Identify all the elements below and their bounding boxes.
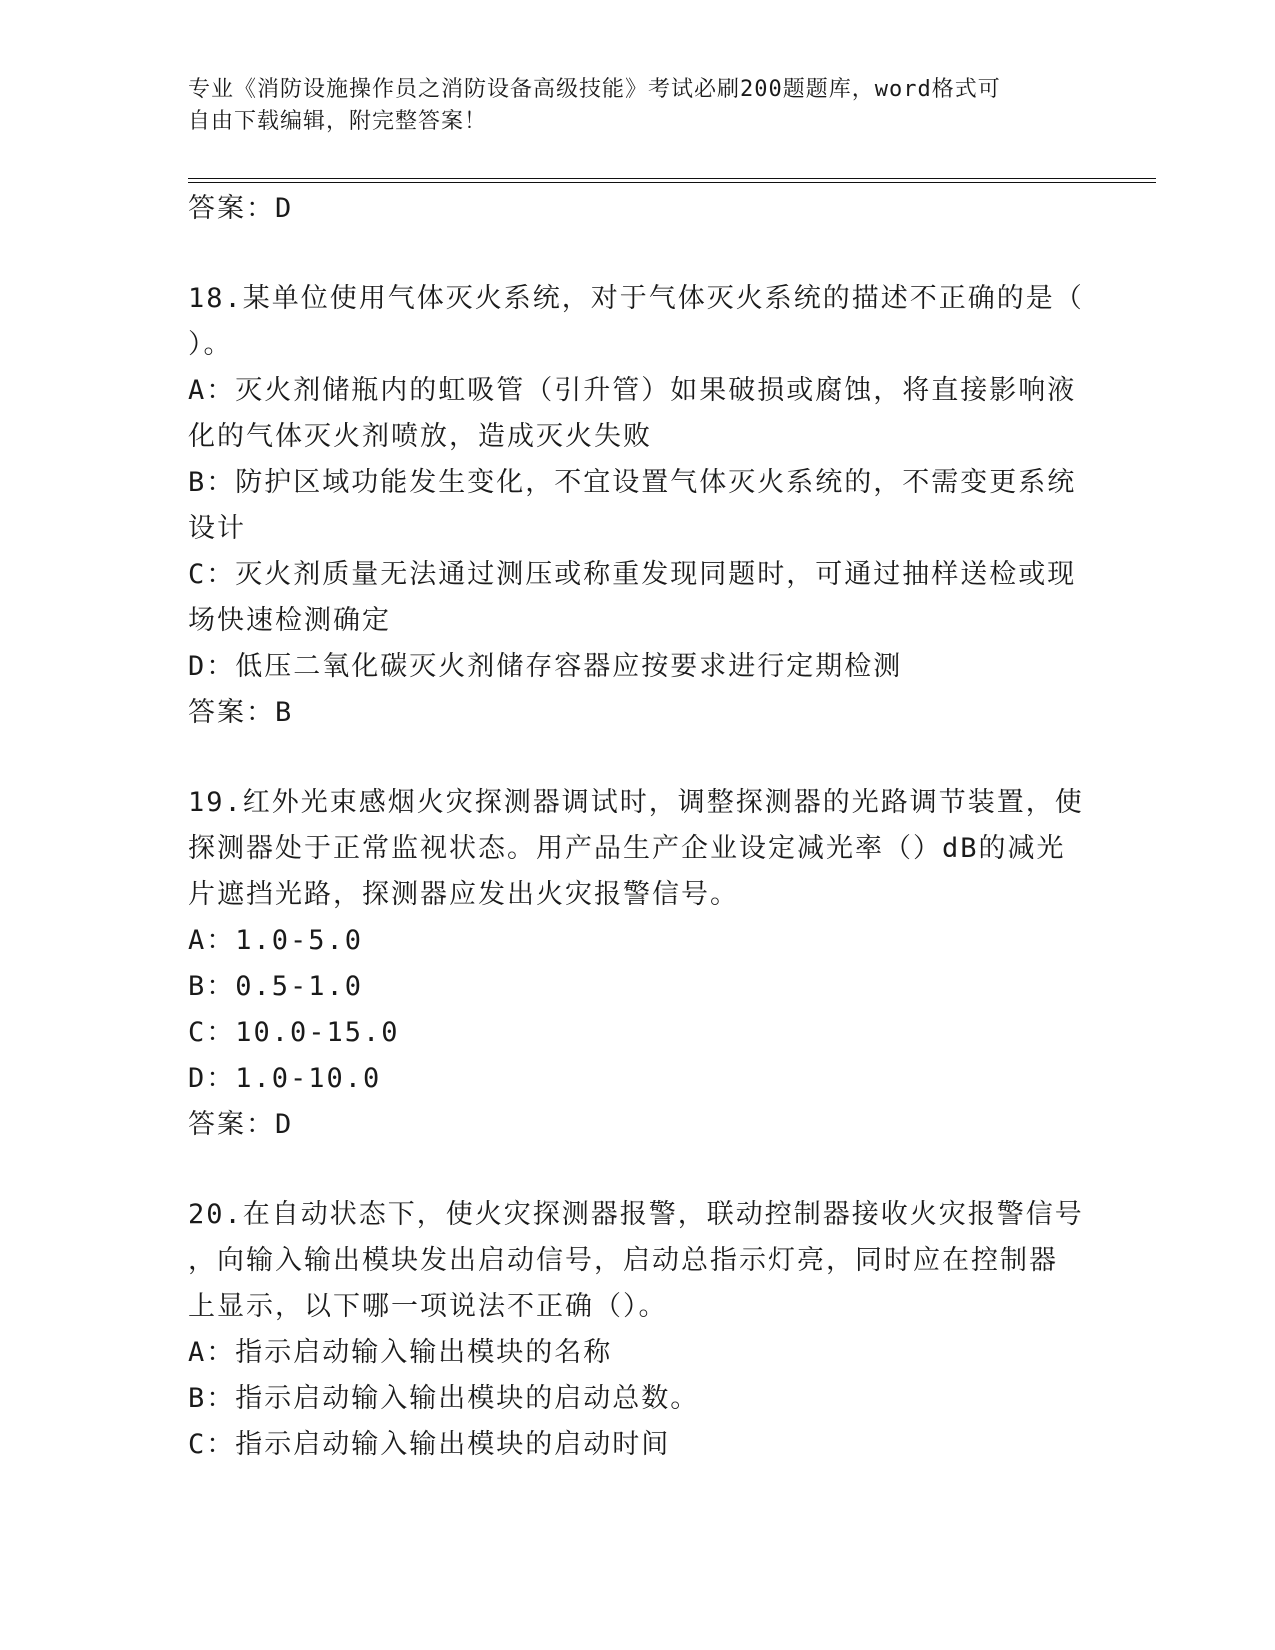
header-line-1: 专业《消防设施操作员之消防设备高级技能》考试必刷200题题库，word格式可 [188,77,1001,102]
option-line: C：10.0-15.0 [188,1017,400,1048]
question-line: ）。 [188,329,233,360]
option-line: 场快速检测确定 [188,605,391,636]
option-line: A：1.0-5.0 [188,925,364,956]
question-line: 18.某单位使用气体灭火系统，对于气体灭火系统的描述不正确的是（ [188,283,1084,314]
option-line: A：灭火剂储瓶内的虹吸管（引升管）如果破损或腐蚀，将直接影响液 [188,375,1077,406]
option-line: B：防护区域功能发生变化，不宜设置气体灭火系统的，不需变更系统 [188,467,1077,498]
option-line: B：指示启动输入输出模块的启动总数。 [188,1383,700,1414]
previous-answer: 答案：D [188,193,294,224]
question-line: 片遮挡光路，探测器应发出火灾报警信号。 [188,879,739,910]
answer: 答案：B [188,697,294,728]
option-line: B：0.5-1.0 [188,971,364,1002]
header-divider [188,178,1156,179]
option-c [188,1010,1088,1056]
option-b [188,460,1088,552]
option-line: 化的气体灭火剂喷放，造成灭火失败 [188,421,652,452]
option-line: C：灭火剂质量无法通过测压或称重发现同题时，可通过抽样送检或现 [188,559,1077,590]
option-b [188,964,1088,1010]
question-text [188,780,1088,918]
option-c [188,552,1088,644]
question-19 [188,780,1088,1148]
option-b [188,1376,1088,1422]
question-20 [188,1192,1088,1468]
option-a [188,368,1088,460]
question-text [188,276,1088,368]
page-header [188,74,1068,138]
option-line: A：指示启动输入输出模块的名称 [188,1337,613,1368]
option-d [188,1056,1088,1102]
question-line: ，向输入输出模块发出启动信号，启动总指示灯亮，同时应在控制器 [188,1245,1058,1276]
answer: 答案：D [188,1109,294,1140]
option-c [188,1422,1088,1468]
question-line: 上显示，以下哪一项说法不正确（）。 [188,1291,668,1322]
question-line: 探测器处于正常监视状态。用产品生产企业设定减光率（）dB的减光 [188,833,1066,864]
option-a [188,918,1088,964]
header-divider-2 [188,182,1156,183]
header-line-2: 自由下载编辑，附完整答案！ [188,109,488,134]
option-line: C：指示启动输入输出模块的启动时间 [188,1429,671,1460]
option-a [188,1330,1088,1376]
question-text [188,1192,1088,1330]
question-line: 20.在自动状态下，使火灾探测器报警，联动控制器接收火灾报警信号 [188,1199,1084,1230]
question-line: 19.红外光束感烟火灾探测器调试时，调整探测器的光路调节装置，使 [188,787,1084,818]
document-body [188,186,1088,1468]
option-d [188,644,1088,690]
option-line: D：1.0-10.0 [188,1063,382,1094]
option-line: D：低压二氧化碳灭火剂储存容器应按要求进行定期检测 [188,651,903,682]
question-18 [188,276,1088,736]
option-line: 设计 [188,513,246,544]
